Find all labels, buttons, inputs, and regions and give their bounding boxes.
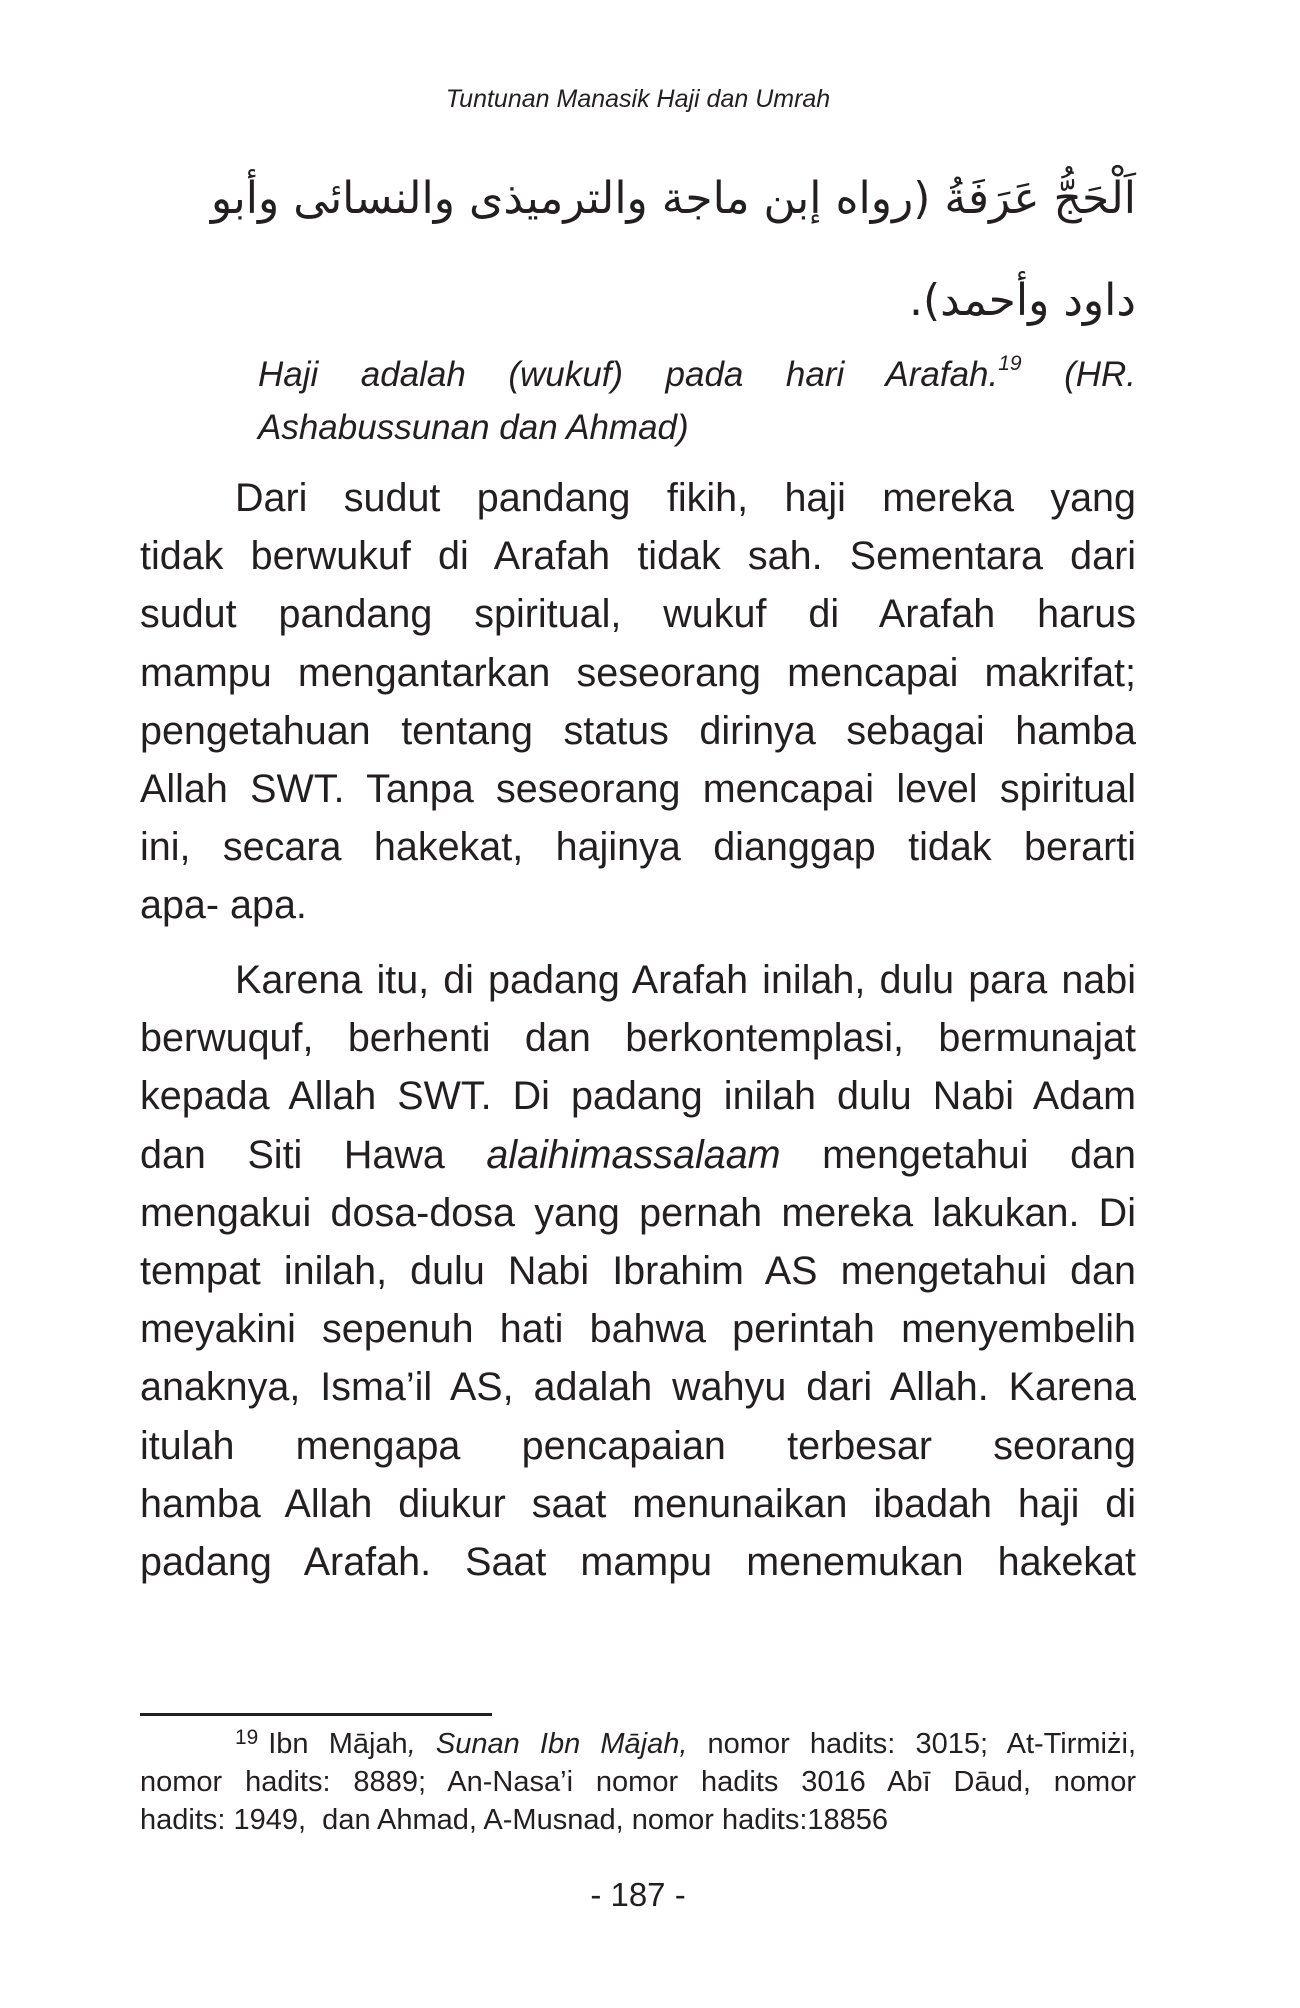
- body-line: tempat inilah, dulu Nabi Ibrahim AS mengetahui dan: [140, 1248, 1136, 1293]
- body-line: mampu mengantarkan seseorang mencapai makrifat;: [140, 650, 1136, 695]
- footnote-text: nomor hadits: 3015; At-Tirmiżi,: [687, 1728, 1136, 1760]
- body-line: Dari sudut pandang fikih, haji mereka yang: [235, 476, 1136, 520]
- body-line: meyakini sepenuh hati bahwa perintah menyembelih: [140, 1307, 1136, 1352]
- footnote-line: nomor hadits: 8889; An-Nasa’i nomor hadits 3016 Abī Dāud, nomor: [140, 1766, 1136, 1798]
- translation-line: [258, 348, 1136, 401]
- footnote-reference: 19: [998, 352, 1022, 376]
- translation-text: (HR.: [1021, 355, 1137, 394]
- footnote-book-title: , Sunan Ibn Mājah,: [407, 1728, 688, 1760]
- body-line: [140, 1126, 1136, 1184]
- footnote-line: hadits: 1949, dan Ahmad, A-Musnad, nomor hadits:18856: [140, 1804, 889, 1836]
- body-line: hamba Allah diukur saat menunaikan ibadah haji di: [140, 1481, 1136, 1526]
- body-text: mengetahui dan: [780, 1132, 1136, 1177]
- body-line: apa- apa.: [140, 883, 307, 928]
- page-number: - 187 -: [590, 1876, 686, 1913]
- body-paragraph: [140, 951, 1136, 1591]
- footnote-marker: 19: [235, 1725, 259, 1749]
- hadith-translation: [258, 348, 1136, 455]
- body-line: itulah mengapa pencapaian terbesar seorang: [140, 1423, 1136, 1468]
- arabic-hadith: [210, 148, 1136, 352]
- arabic-hadith-line: اَلْحَجُّ عَرَفَةُ (رواه إبن ماجة والترميذى والنسائى وأبو: [210, 173, 1136, 224]
- body-line: sudut pandang spiritual, wukuf di Arafah harus: [140, 592, 1136, 637]
- body-line: pengetahuan tentang status dirinya sebagai hamba: [140, 708, 1136, 753]
- footnote-separator: [140, 1713, 492, 1716]
- footnote: [140, 1725, 1136, 1839]
- body-line: anaknya, Isma’il AS, adalah wahyu dari Allah. Karena: [140, 1365, 1136, 1410]
- body-line: Allah SWT. Tanpa seseorang mencapai level spiritual: [140, 766, 1136, 811]
- body-line: mengakui dosa-dosa yang pernah mereka lakukan. Di: [140, 1190, 1136, 1235]
- footnote-text: Ibn Mājah: [268, 1728, 408, 1760]
- body-line: berwuquf, berhenti dan berkontemplasi, bermunajat: [140, 1016, 1136, 1061]
- italic-term: alaihimassalaam: [486, 1132, 781, 1177]
- body-line: Karena itu, di padang Arafah inilah, dulu para nabi: [235, 958, 1136, 1002]
- body-text: dan Siti Hawa: [140, 1132, 487, 1177]
- body-line: ini, secara hakekat, hajinya dianggap tidak berarti: [140, 825, 1136, 870]
- body-paragraph: [140, 469, 1136, 935]
- translation-line: Ashabussunan dan Ahmad): [258, 408, 689, 448]
- body-line: padang Arafah. Saat mampu menemukan hakekat: [140, 1539, 1136, 1584]
- body-line: kepada Allah SWT. Di padang inilah dulu Nabi Adam: [140, 1074, 1136, 1119]
- footnote-line: [140, 1725, 1136, 1763]
- body-line: tidak berwukuf di Arafah tidak sah. Sementara dari: [140, 534, 1136, 579]
- running-title: Tuntunan Manasik Haji dan Umrah: [445, 85, 831, 113]
- arabic-hadith-line: داود وأحمد).: [908, 275, 1136, 326]
- translation-text: Haji adalah (wukuf) pada hari Arafah.: [258, 355, 999, 394]
